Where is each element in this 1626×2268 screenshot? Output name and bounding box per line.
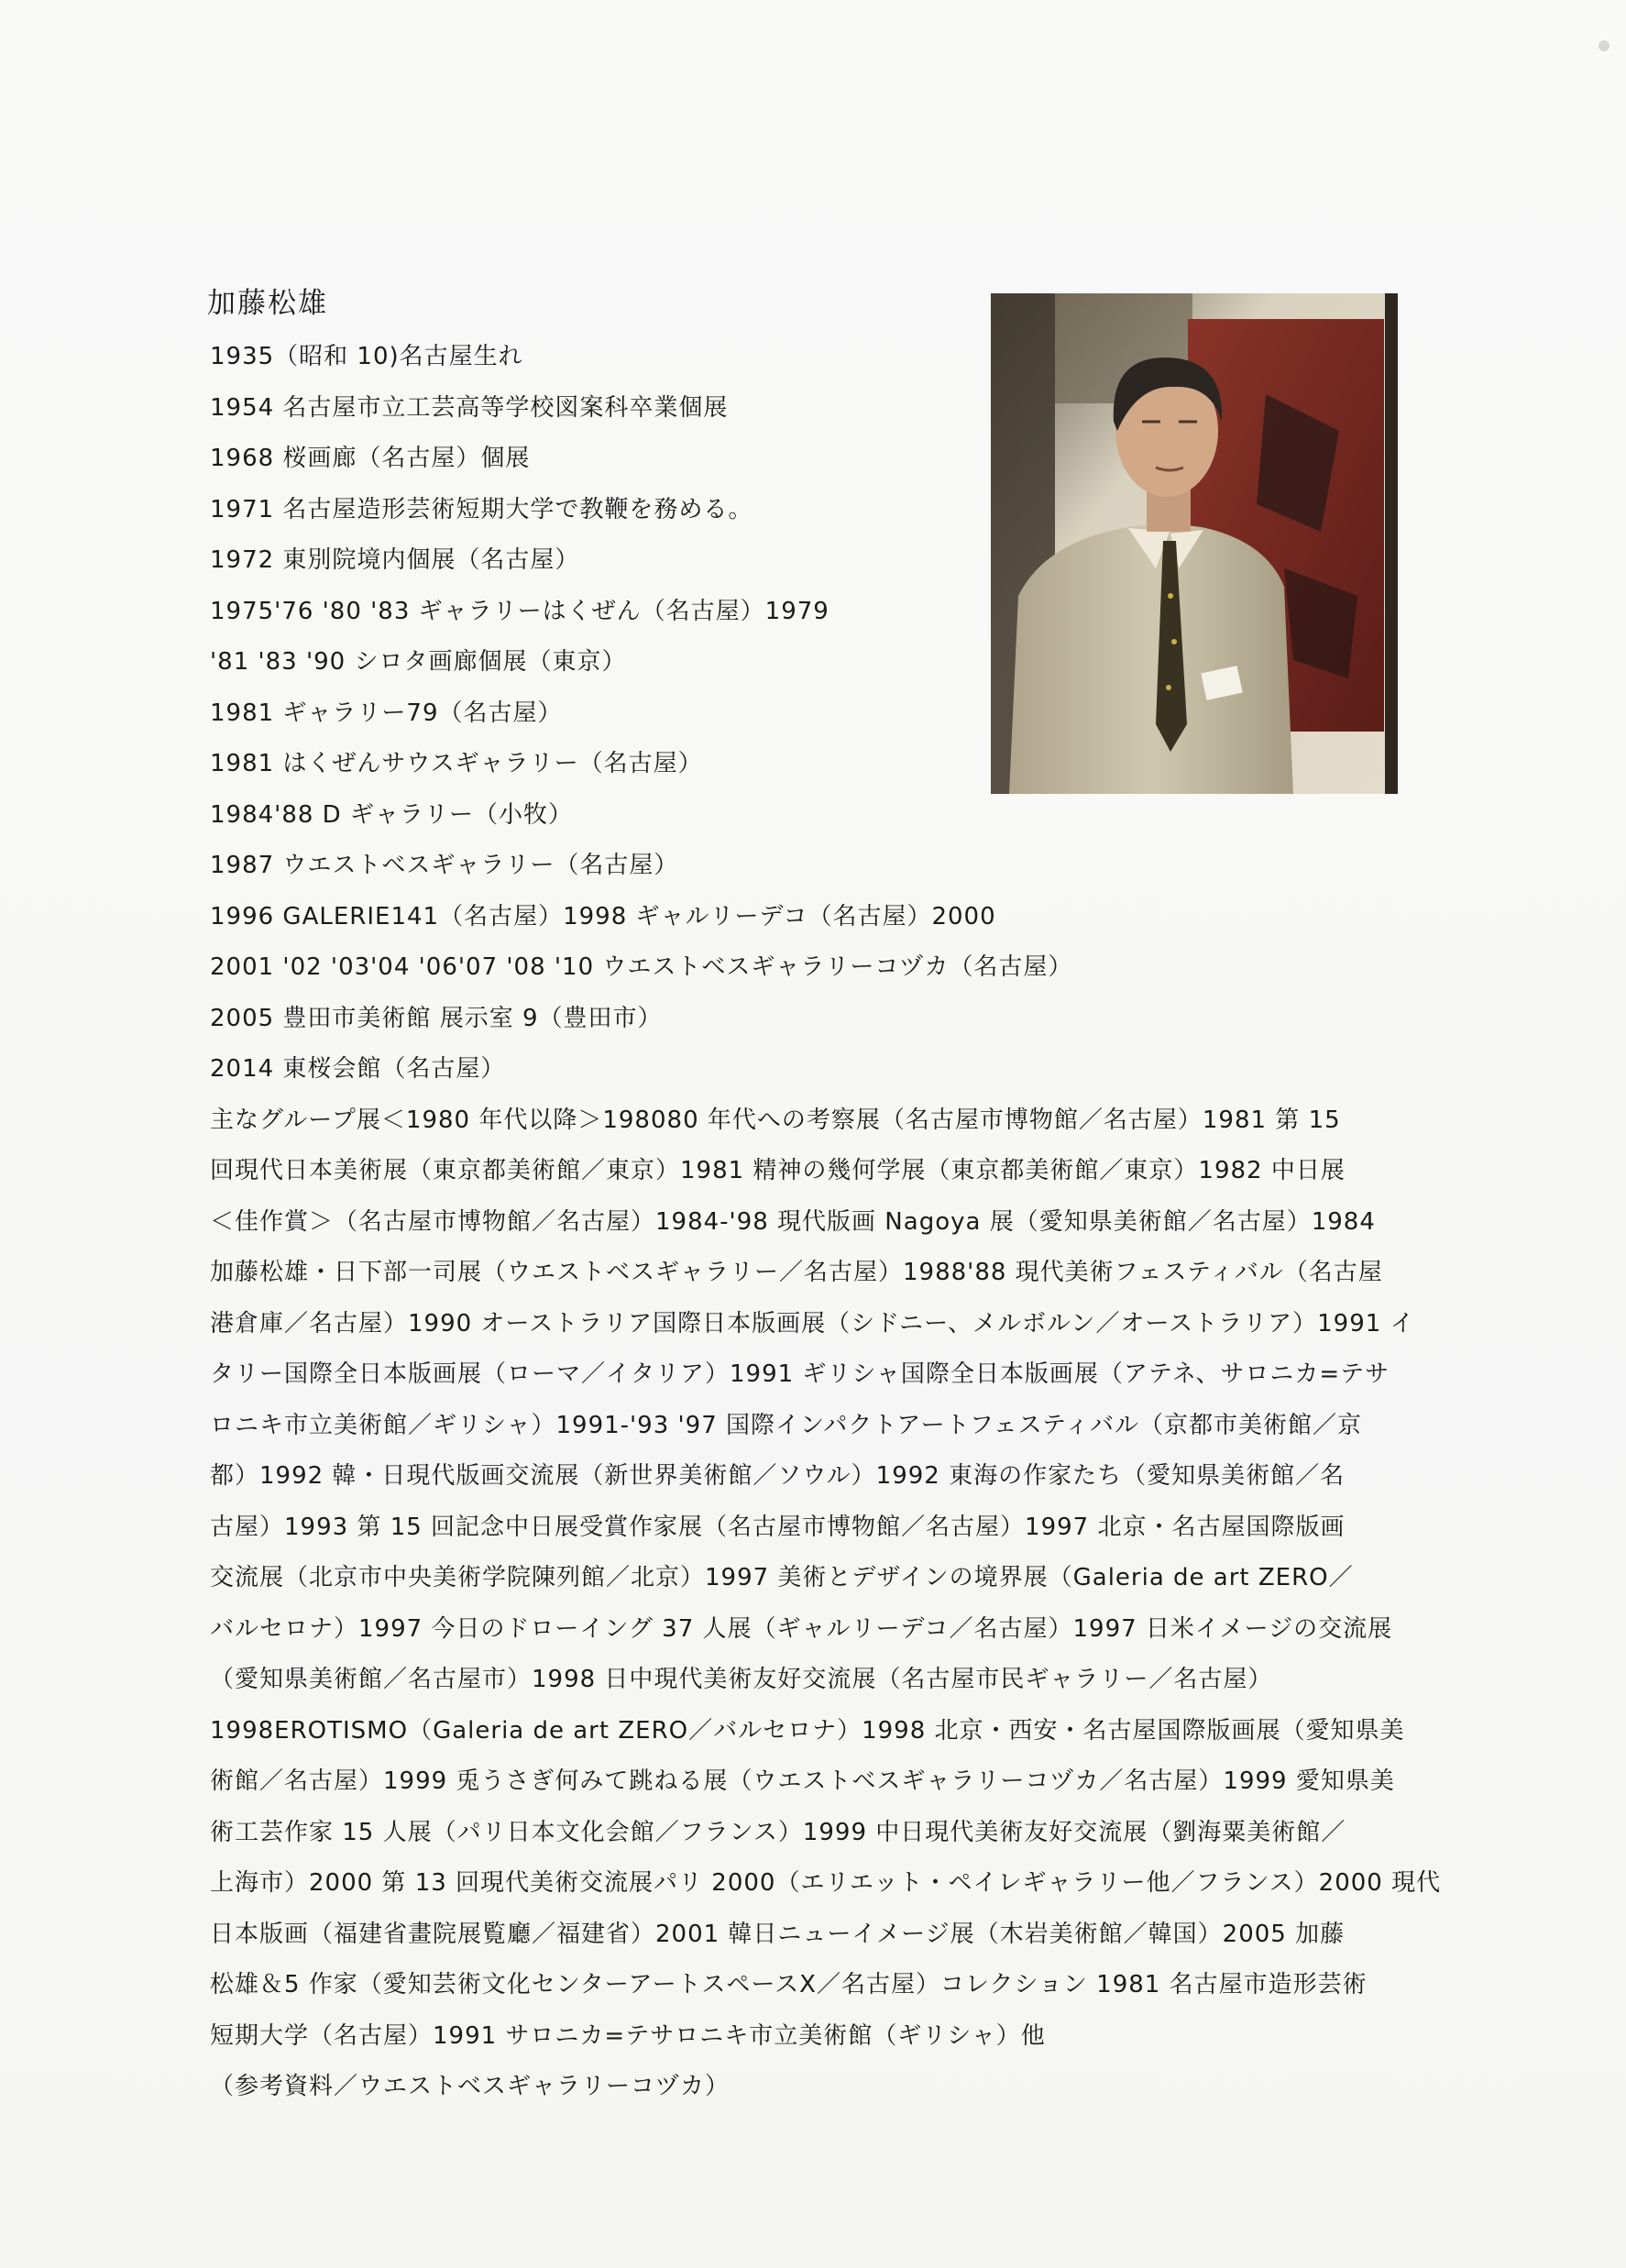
bio-line: 2005 豊田市美術館 展示室 9（豊田市） xyxy=(210,1004,663,1032)
bio-line: 港倉庫／名古屋）1990 オーストラリア国際日本版画展（シドニー、メルボルン／オーストラリア）1991 イ xyxy=(210,1309,1415,1338)
bio-line: 上海市）2000 第 13 回現代美術交流展パリ 2000（エリエット・ペイレギャラリー他／フランス）2000 現代 xyxy=(210,1869,1442,1897)
bio-line: 加藤松雄・日下部一司展（ウエストベスギャラリー／名古屋）1988'88 現代美術フェスティバル（名古屋 xyxy=(210,1259,1383,1286)
bio-line: 2014 東桜会館（名古屋） xyxy=(210,1055,506,1083)
bio-line: 1954 名古屋市立工芸高等学校図案科卒業個展 xyxy=(210,393,729,422)
bio-line: バルセロナ）1997 今日のドローイング 37 人展（ギャルリーデコ／名古屋）1997 日米イメージの交流展 xyxy=(210,1614,1393,1643)
bio-line: 主なグループ展＜1980 年代以降＞198080 年代への考察展（名古屋市博物館／名古屋）1981 第 15 xyxy=(210,1106,1341,1134)
bio-line: 術館／名古屋）1999 兎うさぎ何みて跳ねる展（ウエストベスギャラリーコヅカ／名古屋）1999 愛知県美 xyxy=(210,1767,1395,1795)
photo-tie-pattern xyxy=(1168,593,1173,599)
bio-line: 術工芸作家 15 人展（パリ日本文化会館／フランス）1999 中日現代美術友好交流展（劉海粟美術館／ xyxy=(210,1818,1346,1846)
bio-line: 松雄＆5 作家（愛知芸術文化センターアートスペースX／名古屋）コレクション 1981 名古屋市造形芸術 xyxy=(210,1971,1368,1998)
bio-line: 1975'76 '80 '83 ギャラリーはくぜん（名古屋）1979 xyxy=(210,597,829,625)
bio-line: ロニキ市立美術館／ギリシャ）1991-'93 '97 国際インパクトアートフェスティバル（京都市美術館／京 xyxy=(210,1411,1362,1439)
artist-name: 加藤松雄 xyxy=(207,287,328,320)
bio-line: 都）1992 韓・日現代版画交流展（新世界美術館／ソウル）1992 東海の作家たち（愛知県美術館／名 xyxy=(210,1462,1346,1490)
bio-line: 1996 GALERIE141（名古屋）1998 ギャルリーデコ（名古屋）2000 xyxy=(210,902,996,930)
photo-tie-pattern xyxy=(1166,685,1171,690)
bio-line: 1987 ウエストベスギャラリー（名古屋） xyxy=(210,852,679,879)
bio-line: 1935（昭和 10)名古屋生れ xyxy=(210,343,523,370)
bio-line: タリー国際全日本版画展（ローマ／イタリア）1991 ギリシャ国際全日本版画展（アテネ、サロニカ=テサ xyxy=(210,1360,1390,1388)
bio-line: 短期大学（名古屋）1991 サロニカ=テサロニキ市立美術館（ギリシャ）他 xyxy=(210,2021,1046,2050)
portrait-photo-icon xyxy=(991,293,1398,794)
bio-line: 1972 東別院境内個展（名古屋） xyxy=(210,546,580,574)
bio-line: 1971 名古屋造形芸術短期大学で教鞭を務める。 xyxy=(210,495,753,523)
bio-line: ＜佳作賞＞（名古屋市博物館／名古屋）1984-'98 現代版画 Nagoya 展（愛知県美術館／名古屋）1984 xyxy=(210,1207,1376,1236)
bio-line: 1984'88 D ギャラリー（小牧） xyxy=(210,800,573,829)
bio-line: 古屋）1993 第 15 回記念中日展受賞作家展（名古屋市博物館／名古屋）1997 北京・名古屋国際版画 xyxy=(210,1513,1346,1541)
bio-line: 1981 ギャラリー79（名古屋） xyxy=(210,699,563,727)
bio-line: '81 '83 '90 シロタ画廊個展（東京） xyxy=(210,648,627,676)
artist-portrait-photo xyxy=(991,293,1398,794)
photo-edge xyxy=(1385,293,1398,794)
bio-line: 日本版画（福建省畫院展覧廳／福建省）2001 韓日ニューイメージ展（木岩美術館／韓国）2005 加藤 xyxy=(210,1920,1346,1948)
bio-line: 2001 '02 '03'04 '06'07 '08 '10 ウエストベスギャラリーコヅカ（名古屋） xyxy=(210,953,1073,981)
bio-line: 1968 桜画廊（名古屋）個展 xyxy=(210,445,531,472)
bio-line: （愛知県美術館／名古屋市）1998 日中現代美術友好交流展（名古屋市民ギャラリー／名古屋） xyxy=(210,1666,1273,1693)
bio-line: 回現代日本美術展（東京都美術館／東京）1981 精神の幾何学展（東京都美術館／東京）1982 中日展 xyxy=(210,1157,1346,1184)
bio-line: 1981 はくぜんサウスギャラリー（名古屋） xyxy=(210,750,703,777)
corner-mark xyxy=(1599,40,1610,51)
bio-line: 交流展（北京市中央美術学院陳列館／北京）1997 美術とデザインの境界展（Galeria de art ZERO／ xyxy=(210,1564,1354,1591)
bio-line: 1998EROTISMO（Galeria de art ZERO／バルセロナ）1998 北京・西安・名古屋国際版画展（愛知県美 xyxy=(210,1716,1405,1745)
photo-jacket xyxy=(1009,523,1293,794)
photo-tie-pattern xyxy=(1171,639,1177,644)
bio-line: （参考資料／ウエストベスギャラリーコヅカ） xyxy=(210,2073,731,2100)
